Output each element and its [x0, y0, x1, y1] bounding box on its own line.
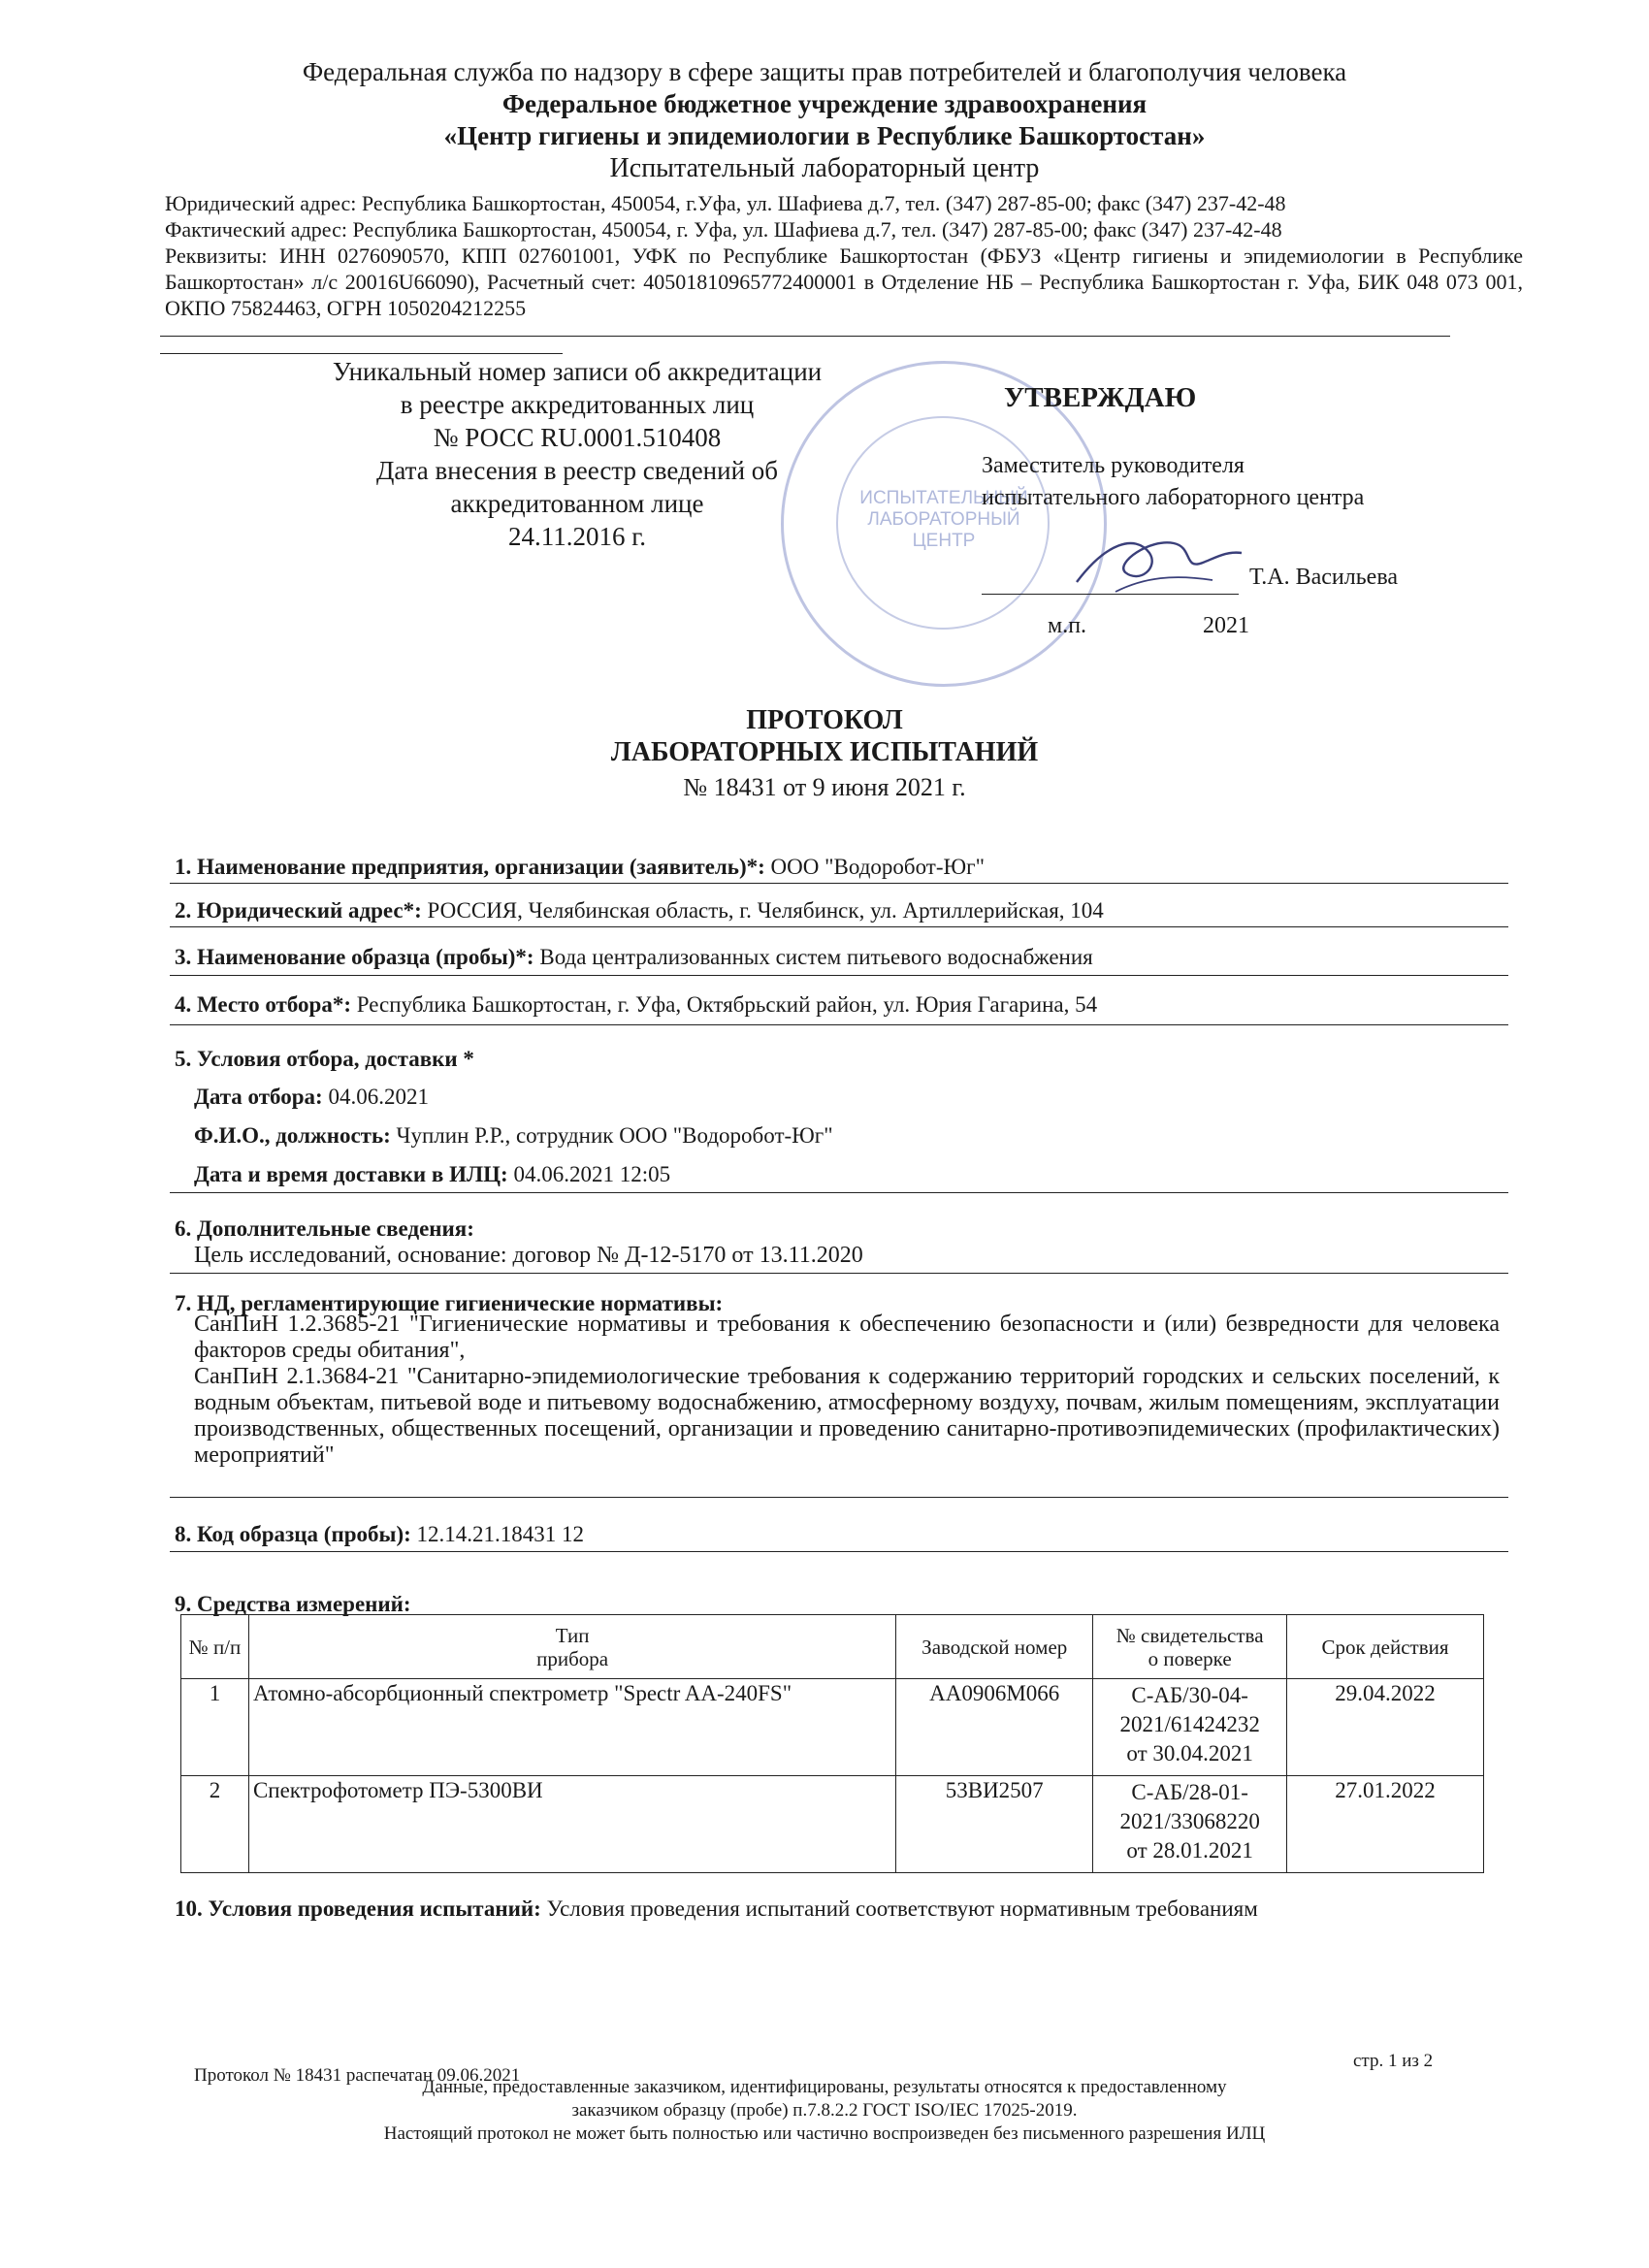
stamp-text-line: ЦЕНТР	[912, 531, 976, 551]
accreditation-date: 24.11.2016 г.	[507, 522, 647, 551]
footer-notes	[242, 2076, 1406, 2146]
approval-position-line: Заместитель руководителя	[982, 453, 1245, 478]
footer-note-line: Данные, предоставленные заказчиком, идентифицированы, результаты относятся к предоставленному	[422, 2077, 1227, 2097]
accreditation-number: № РОСС RU.0001.510408	[433, 423, 722, 452]
section-label: 3. Наименование образца (пробы)*:	[175, 945, 534, 969]
section-label: 5. Условия отбора, доставки *	[175, 1047, 474, 1071]
sampler-person	[194, 1122, 1531, 1150]
row-validity: 27.01.2022	[1287, 1776, 1484, 1873]
section-divider	[170, 1497, 1508, 1498]
accreditation-line: Уникальный номер записи об аккредитации	[332, 357, 823, 386]
requisites: Реквизиты: ИНН 0276090570, КПП 027601001, УФК по Республике Башкортостан (ФБУЗ «Центр гигиены и эпидемиологии в Республике Башкортостан» л/с 20016U66090), Расчетный счет: 40501810965772400001 в Отделение НБ – Республика Башкортостан г. Уфа, БИК 048 073 001, ОКПО 75824463, ОГРН 1050204212255	[165, 243, 1523, 320]
section-value: 12.14.21.18431 12	[410, 1522, 585, 1546]
regulation-sanpin-2: СанПиН 2.1.3684-21 "Санитарно-эпидемиологические требования к содержанию территорий городских и сельских поселений, к водным объектам, питьевой воде и питьевому водоснабжению, атмосферному воздуху, почвам, жилым помещениям, эксплуатации производственных, общественных посещений, организации и проведению санитарно-противоэпидемических (профилактических) мероприятий"	[194, 1364, 1500, 1468]
section-legal-address	[175, 897, 1511, 924]
certificate-line: 2021/33068220	[1119, 1809, 1260, 1833]
protocol-number: № 18431 от 9 июня 2021 г.	[683, 773, 966, 801]
header-lab-name: Испытательный лабораторный центр	[609, 153, 1040, 183]
protocol-title-line: ЛАБОРАТОРНЫХ ИСПЫТАНИЙ	[610, 737, 1039, 767]
section-label: 1. Наименование предприятия, организации (заявитель)*:	[175, 855, 765, 879]
section-label: 9. Средства измерений:	[175, 1592, 411, 1616]
section-label: 7. НД, регламентирующие гигиенические нормативы:	[175, 1291, 724, 1315]
section-divider	[170, 1024, 1508, 1025]
delivery-datetime	[194, 1161, 1531, 1188]
sampling-date	[194, 1084, 1531, 1111]
row-type: Спектрофотометр ПЭ-5300ВИ	[248, 1776, 895, 1873]
accreditation-line: аккредитованном лице	[450, 489, 704, 518]
header-certificate	[1093, 1615, 1287, 1679]
footer-note-line: Настоящий протокол не может быть полностью или частично воспроизведен без письменного разрешения ИЛЦ	[383, 2123, 1266, 2144]
header-agency: Федеральная служба по надзору в сфере защиты прав потребителей и благополучия человека	[302, 57, 1347, 86]
certificate-line: С-АБ/30-04-	[1131, 1683, 1248, 1707]
section-label: 10. Условия проведения испытаний:	[175, 1896, 541, 1921]
stamp-text-line: ЛАБОРАТОРНЫЙ	[867, 509, 1020, 530]
section-value: РОССИЯ, Челябинская область, г. Челябинск, ул. Артиллерийская, 104	[421, 898, 1104, 923]
signature-line	[982, 594, 1239, 595]
header-type-line: прибора	[536, 1646, 609, 1670]
section-additional-info	[175, 1215, 1511, 1243]
approval-title: УТВЕРЖДАЮ	[1004, 382, 1197, 413]
field-label: Дата отбора:	[194, 1085, 323, 1109]
additional-info-value: Цель исследований, основание: договор № Д-12-5170 от 13.11.2020	[194, 1243, 863, 1268]
protocol-title-line: ПРОТОКОЛ	[746, 705, 903, 735]
section-test-conditions	[175, 1895, 1533, 1923]
section-sampling-place	[175, 991, 1511, 1019]
section-divider	[170, 926, 1508, 927]
regulation-sanpin-1: СанПиН 1.2.3685-21 "Гигиенические нормативы и требования к обеспечению безопасности и (или) безвредности для человека факторов среды обитания",	[194, 1312, 1500, 1363]
header-divider	[160, 336, 1450, 337]
instruments-table	[180, 1614, 1484, 1873]
accreditation-line: в реестре аккредитованных лиц	[400, 390, 755, 419]
header-institution: Федеральное бюджетное учреждение здравоохранения	[501, 89, 1148, 118]
accreditation-block	[291, 355, 863, 553]
footer-note-line: заказчиком образцу (пробе) п.7.8.2.2 ГОСТ ISO/IEC 17025-2019.	[571, 2100, 1078, 2121]
section-value: Республика Башкортостан, г. Уфа, Октябрьский район, ул. Юрия Гагарина, 54	[351, 992, 1098, 1017]
field-label: Ф.И.О., должность:	[194, 1123, 391, 1148]
row-num: 2	[181, 1776, 249, 1873]
protocol-title	[388, 704, 1261, 768]
approver-name: Т.А. Васильева	[1249, 565, 1398, 590]
row-validity: 29.04.2022	[1287, 1679, 1484, 1776]
section-label: 6. Дополнительные сведения:	[175, 1216, 474, 1241]
section-divider	[170, 883, 1508, 884]
accreditation-line: Дата внесения в реестр сведений об	[375, 456, 779, 485]
approval-position	[982, 450, 1364, 514]
section-divider	[170, 975, 1508, 976]
field-value: Чуплин Р.Р., сотрудник ООО "Водоробот-Юг"	[390, 1123, 833, 1148]
signature-icon	[1057, 524, 1251, 601]
legal-address: Юридический адрес: Республика Башкортостан, 450054, г.Уфа, ул. Шафиева д.7, тел. (347) 287-85-00; факс (347) 237-42-48	[165, 191, 1286, 215]
header-type	[248, 1615, 895, 1679]
header-serial: Заводской номер	[896, 1615, 1093, 1679]
header-validity: Срок действия	[1287, 1615, 1484, 1679]
section-sample-code	[175, 1521, 1511, 1548]
footer-printed: Протокол № 18431 распечатан 09.06.2021	[194, 2065, 521, 2086]
row-certificate	[1093, 1776, 1287, 1873]
header-certificate-line: № свидетельства	[1116, 1623, 1264, 1647]
field-value: 04.06.2021	[322, 1085, 429, 1109]
field-label: Дата и время доставки в ИЛЦ:	[194, 1162, 508, 1186]
section-value: Условия проведения испытаний соответствуют нормативным требованиям	[540, 1896, 1258, 1921]
section-label: 2. Юридический адрес*:	[175, 898, 422, 923]
section-label: 4. Место отбора*:	[175, 992, 351, 1017]
row-type: Атомно-абсорбционный спектрометр "Spectr AA-240FS"	[248, 1679, 895, 1776]
section-label: 8. Код образца (пробы):	[175, 1522, 411, 1546]
section-applicant	[175, 854, 1511, 881]
footer-page-number: стр. 1 из 2	[1353, 2051, 1434, 2071]
header-certificate-line: о поверке	[1148, 1646, 1232, 1670]
certificate-line: от 30.04.2021	[1126, 1741, 1253, 1766]
header-divider-short	[160, 353, 563, 354]
seal-place-label: м.п.	[1048, 613, 1087, 638]
section-divider	[170, 1192, 1508, 1193]
section-divider	[170, 1273, 1508, 1274]
section-value: ООО "Водоробот-Юг"	[764, 855, 985, 879]
field-value: 04.06.2021 12:05	[507, 1162, 671, 1186]
row-num: 1	[181, 1679, 249, 1776]
table-header-row	[181, 1615, 1484, 1679]
section-divider	[170, 1551, 1508, 1552]
header-center-name: «Центр гигиены и эпидемиологии в Республике Башкортостан»	[443, 121, 1206, 150]
header-type-line: Тип	[555, 1623, 590, 1647]
section-value: Вода централизованных систем питьевого водоснабжения	[534, 945, 1093, 969]
document-header	[165, 56, 1484, 184]
stamp-text-line: ИСПЫТАТЕЛЬНЫЙ	[859, 488, 1028, 508]
certificate-line: от 28.01.2021	[1126, 1838, 1253, 1863]
row-serial: 53ВИ2507	[896, 1776, 1093, 1873]
table-row	[181, 1776, 1484, 1873]
table-row	[181, 1679, 1484, 1776]
row-certificate	[1093, 1679, 1287, 1776]
actual-address: Фактический адрес: Республика Башкортостан, 450054, г. Уфа, ул. Шафиева д.7, тел. (347) 287-85-00; факс (347) 237-42-48	[165, 217, 1282, 242]
approval-year: 2021	[1203, 613, 1249, 638]
section-sampling-conditions	[175, 1046, 1511, 1073]
section-sample-name	[175, 944, 1511, 971]
certificate-line: 2021/61424232	[1119, 1712, 1260, 1736]
header-num: № п/п	[181, 1615, 249, 1679]
certificate-line: С-АБ/28-01-	[1131, 1780, 1248, 1804]
row-serial: AA0906M066	[896, 1679, 1093, 1776]
approval-position-line: испытательного лабораторного центра	[982, 485, 1365, 510]
